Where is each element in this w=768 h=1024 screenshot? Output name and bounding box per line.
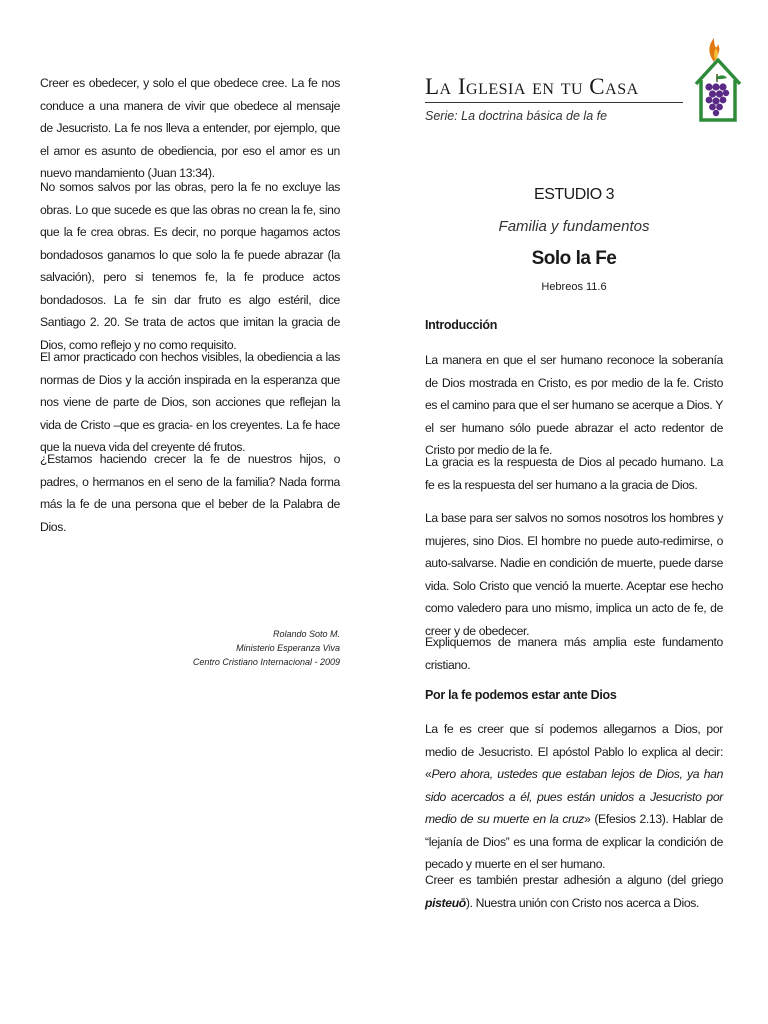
section-heading-fe-ante-dios: Por la fe podemos estar ante Dios bbox=[425, 688, 617, 702]
paragraph: Creer es obedecer, y solo el que obedece cree. La fe nos conduce a una manera de vivir que obedece al mensaje de Jesucristo. La fe nos lleva a entender, por ejemplo, que el amor es asunto de obediencia, por eso el amor es un nuevo mandamiento (Juan 13:34). bbox=[40, 76, 340, 180]
bible-reference: Hebreos 11.6 bbox=[541, 281, 607, 293]
text-run: » (Efesios 2.13). Hablar de “lejanía de Dios” es una forma de explicar la condición de pecado y muerte en el ser humano. bbox=[425, 812, 723, 871]
text-run: ). Nuestra unión con Cristo nos acerca a Dios. bbox=[465, 895, 700, 910]
study-number: ESTUDIO 3 bbox=[534, 186, 614, 203]
paragraph: Expliquemos de manera más amplia este fundamento cristiano. bbox=[425, 635, 723, 672]
text-run: Creer es también prestar adhesión a alguno (del griego bbox=[425, 873, 723, 887]
author-signature bbox=[193, 627, 340, 669]
study-subtitle: Familia y fundamentos bbox=[498, 218, 650, 235]
house-grapes-flame-icon bbox=[692, 34, 744, 122]
paragraph: La gracia es la respuesta de Dios al pecado humano. La fe es la respuesta del ser humano a la gracia de Dios. bbox=[425, 455, 723, 492]
author-church: Centro Cristiano Internacional - 2009 bbox=[192, 657, 340, 667]
author-name: Rolando Soto M. bbox=[272, 629, 340, 639]
paragraph: No somos salvos por las obras, pero la fe no excluye las obras. Lo que sucede es que las obras no crean la fe, sino que la fe crea obras. Es decir, no porque hagamos actos bondadosos ganamos lo que solo la fe puede abrazar (la salvación), pero si tenemos fe, la fe produce actos bondadosos. La fe sin dar fruto es algo estéril, dice Santiago 2. 20. Se trata de actos que imitan la gracia de Dios, como reflejo y no como requisito. bbox=[40, 180, 340, 352]
section-heading-introduccion: Introducción bbox=[425, 318, 498, 332]
text-run: La fe es creer que sí podemos allegarnos a Dios, por medio de Jesucristo. El apóstol Pablo lo explica al decir: « bbox=[425, 722, 723, 781]
brand-title: La Iglesia en tu Casa bbox=[425, 74, 683, 103]
paragraph bbox=[425, 869, 723, 914]
greek-word: pisteuō bbox=[425, 895, 466, 910]
paragraph: El amor practicado con hechos visibles, la obediencia a las normas de Dios y la acción inspirada en la esperanza que nos viene de parte de Dios, son acciones que reflejan la vida de Cristo –que es gracia- en los creyentes. La fe hace que la nueva vida del creyente dé frutos. bbox=[40, 350, 340, 454]
scripture-quote: Pero ahora, ustedes que estaban lejos de Dios, ya han sido acercados a él, pues están unidos a Jesucristo por medio de su muerte en la cruz bbox=[425, 767, 723, 826]
series-subtitle: Serie: La doctrina básica de la fe bbox=[425, 109, 608, 123]
paragraph bbox=[425, 718, 723, 876]
author-ministry: Ministerio Esperanza Viva bbox=[236, 643, 340, 653]
paragraph: ¿Estamos haciendo crecer la fe de nuestros hijos, o padres, o hermanos en el seno de la familia? Nada forma más la fe de una persona que el beber de la Palabra de Dios. bbox=[40, 452, 340, 534]
paragraph: La manera en que el ser humano reconoce la soberanía de Dios mostrada en Cristo, es por medio de la fe. Cristo es el camino para que el ser humano se acerque a Dios. Y el ser humano sólo puede abrazar el acto redentor de Cristo por medio de la fe. bbox=[425, 353, 723, 457]
study-title: Solo la Fe bbox=[531, 248, 617, 269]
paragraph: La base para ser salvos no somos nosotros los hombres y mujeres, sino Dios. El hombre no puede auto-redimirse, o auto-salvarse. Nadie en condición de muerte, puede darse vida. Solo Cristo que venció la muerte. Aceptar ese hecho como valedero para uno mismo, implica un acto de fe, de creer y de obedecer. bbox=[425, 511, 723, 638]
